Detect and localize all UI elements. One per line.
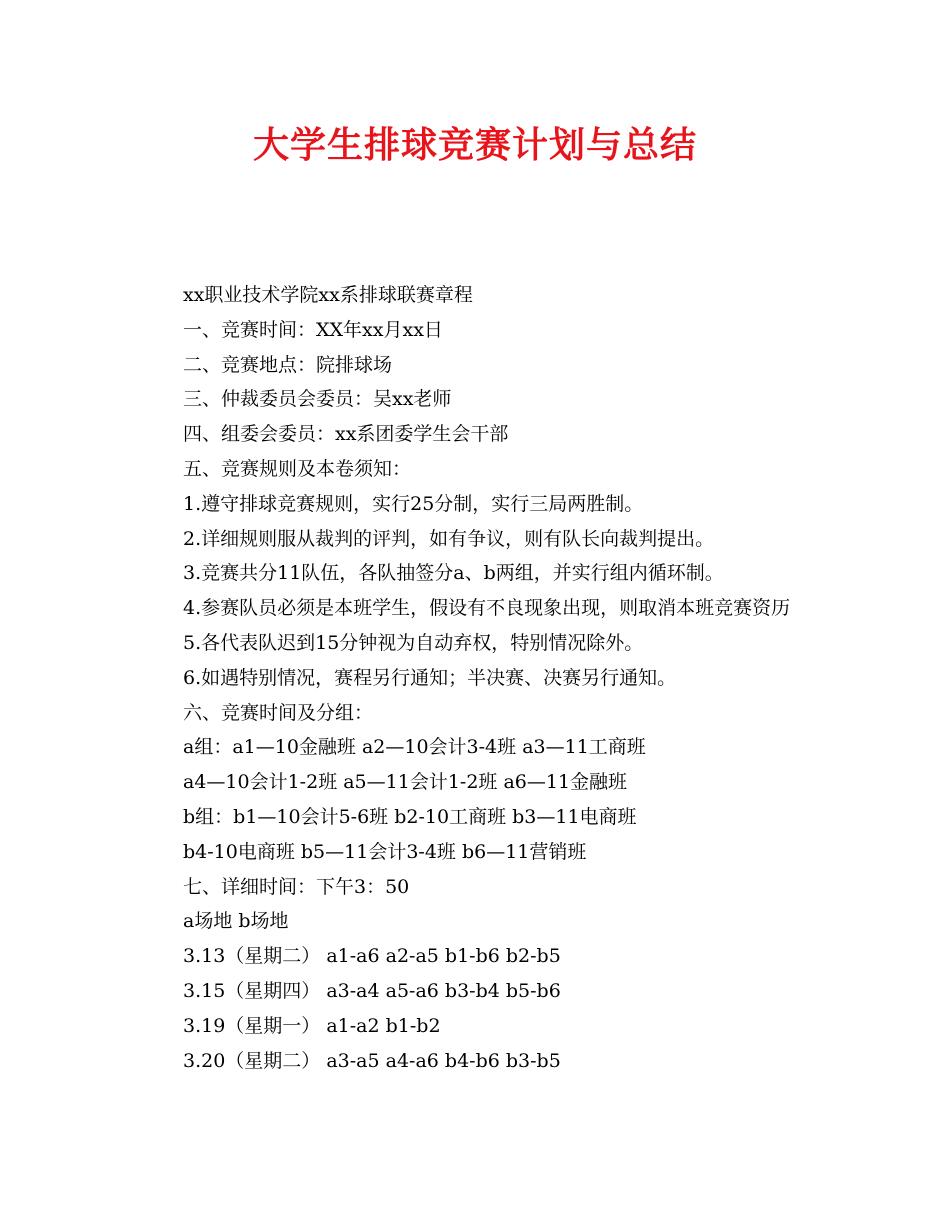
- paragraph: 3.竞赛共分11队伍，各队抽签分a、b两组，并实行组内循环制。: [183, 562, 724, 585]
- paragraph: 3.13（星期二） a1-a6 a2-a5 b1-b6 b2-b5: [183, 945, 561, 968]
- document-body: [141, 278, 821, 1078]
- paragraph: 一、竞赛时间：XX年xx月xx日: [183, 318, 443, 341]
- paragraph: xx职业技术学院xx系排球联赛章程: [183, 284, 473, 306]
- paragraph: 4.参赛队员必须是本班学生，假设有不良现象出现，则取消本班竞赛资历: [183, 597, 791, 620]
- paragraph: b组：b1—10会计5-6班 b2-10工商班 b3—11电商班: [183, 805, 637, 828]
- paragraph: 五、竞赛规则及本卷须知：: [183, 457, 412, 480]
- paragraph: 3.15（星期四） a3-a4 a5-a6 b3-b4 b5-b6: [183, 979, 561, 1002]
- paragraph: a场地 b场地: [183, 910, 289, 933]
- paragraph: 5.各代表队迟到15分钟视为自动弃权，特别情况除外。: [183, 631, 644, 654]
- document-title: 大学生排球竞赛计划与总结: [252, 125, 697, 166]
- paragraph: a4—10会计1-2班 a5—11会计1-2班 a6—11金融班: [183, 771, 628, 794]
- paragraph: 3.19（星期一） a1-a2 b1-b2: [183, 1014, 441, 1037]
- paragraph: 六、竞赛时间及分组：: [183, 701, 374, 724]
- paragraph: 1.遵守排球竞赛规则，实行25分制，实行三局两胜制。: [183, 492, 644, 515]
- paragraph: 二、竞赛地点：院排球场: [183, 353, 393, 376]
- paragraph: 3.20（星期二） a3-a5 a4-a6 b4-b6 b3-b5: [183, 1049, 561, 1072]
- paragraph: 七、详细时间：下午3：50: [183, 875, 410, 898]
- paragraph: 6.如遇特别情况，赛程另行通知；半决赛、决赛另行通知。: [183, 666, 677, 689]
- paragraph: 三、仲裁委员会委员：吴xx老师: [183, 388, 452, 411]
- paragraph: b4-10电商班 b5—11会计3-4班 b6—11营销班: [183, 840, 587, 863]
- paragraph: 2.详细规则服从裁判的评判，如有争议，则有队长向裁判提出。: [183, 527, 715, 550]
- paragraph: 四、组委会委员：xx系团委学生会干部: [183, 423, 509, 446]
- paragraph: a组：a1—10金融班 a2—10会计3-4班 a3—11工商班: [183, 736, 646, 759]
